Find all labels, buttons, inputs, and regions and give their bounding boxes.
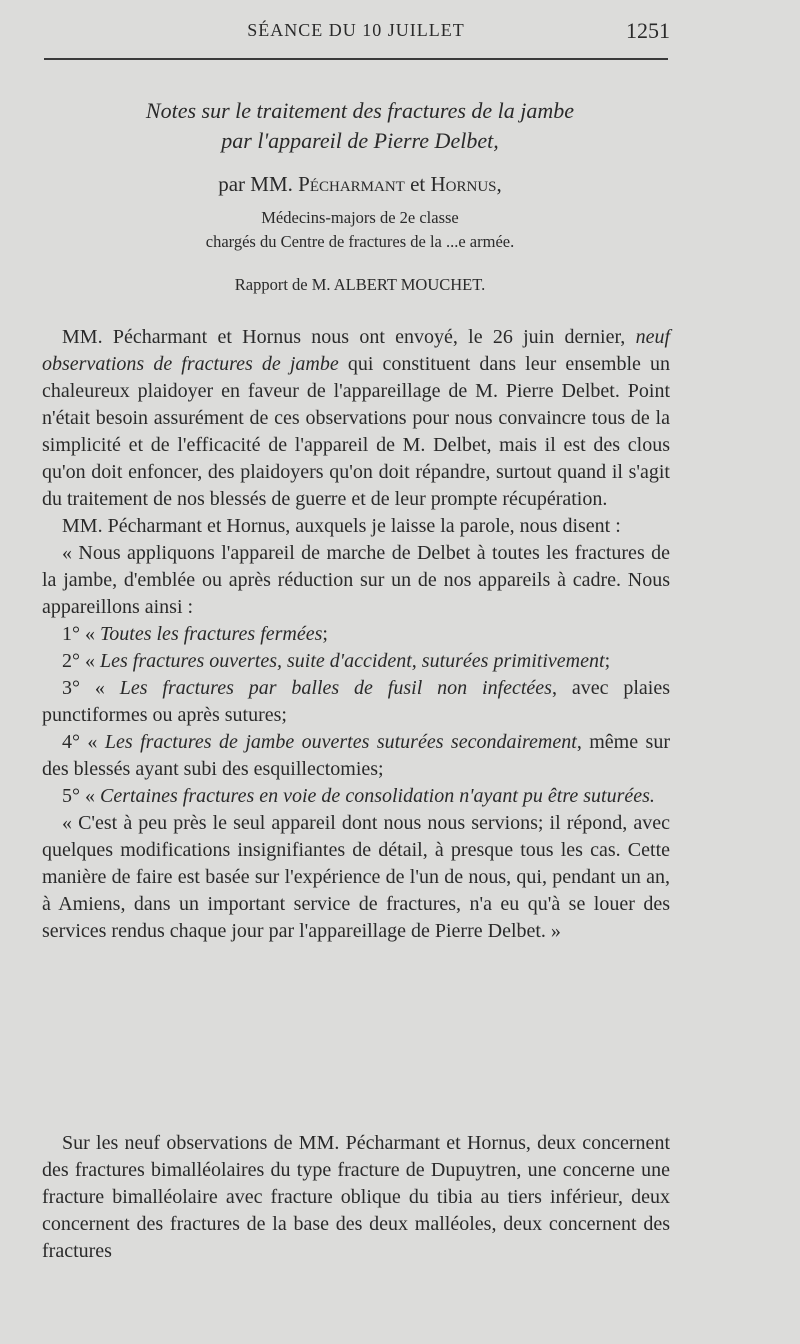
- report-line: Rapport de M. ALBERT MOUCHET.: [234, 275, 486, 294]
- list-text-3: Les fractures par balles de fusil non infectées: [119, 677, 552, 699]
- affiliation-line-1: Médecins-majors de 2e classe: [261, 208, 459, 227]
- affiliation-line-2: chargés du Centre de fractures de la ...e armée.: [205, 232, 515, 251]
- paragraph-2: MM. Pécharmant et Hornus, auxquels je laisse la parole, nous disent :: [62, 515, 621, 537]
- p1-emphasis: neuf observations de fractures de jambe: [42, 326, 671, 375]
- p1-start: MM. Pécharmant et Hornus nous ont envoyé, le 26 juin dernier,: [62, 326, 626, 348]
- running-title: SÉANCE DU 10 JUILLET: [247, 20, 465, 40]
- p1-rest: qui constituent dans leur ensemble un chaleureux plaidoyer en faveur de l'appareillage de M. Pierre Delbet. Point n'était besoin assurément de ces observations pour nous convaincre tous de la simplicité et de l'efficacité de l'appareil de M. Delbet, mais il est des clous qu'on doit enfoncer, des plaidoyers qu'on doit répandre, surtout quand il s'agit du traitement de nos blessés de guerre et de leur prompte récupération.: [42, 353, 670, 510]
- paragraph-1: [42, 324, 670, 513]
- paragraph-3: « Nous appliquons l'appareil de marche de Delbet à toutes les fractures de la jambe, d'emblée ou après réduction sur un de nos appareils à cadre. Nous appareillons ainsi :: [42, 542, 670, 618]
- list-num-1: 1° «: [62, 623, 95, 645]
- list-end-1: ;: [322, 623, 328, 645]
- list-text-2: Les fractures ouvertes, suite d'accident, suturées primitivement: [100, 650, 605, 672]
- authors-joiner: et: [410, 172, 426, 196]
- author-name-2: Hornus,: [430, 172, 502, 196]
- list-end-3: , avec plaies punctiformes ou après sutures;: [42, 677, 671, 726]
- list-item-1: [42, 621, 670, 648]
- list-end-2: ;: [604, 650, 611, 672]
- authors-prefix: par MM.: [218, 172, 293, 196]
- list-text-5: Certaines fractures en voie de consolidation n'ayant pu être suturées.: [100, 785, 655, 807]
- list-item-4: [42, 729, 670, 783]
- list-num-2: 2° «: [62, 650, 95, 672]
- list-item-2: [42, 648, 670, 675]
- paragraph-5: Sur les neuf observations de MM. Pécharmant et Hornus, deux concernent des fractures bimalléolaires du type fracture de Dupuytren, une concerne une fracture bimalléolaire avec fracture oblique du tibia au tiers inférieur, deux concernent des fractures de la base des deux malléoles, deux concernent des fractures: [42, 1132, 670, 1262]
- list-text-4: Les fractures de jambe ouvertes suturées secondairement: [104, 731, 577, 753]
- author-name-1: Pécharmant: [298, 172, 405, 196]
- header-rule: [44, 58, 668, 60]
- authors-line: [0, 172, 720, 197]
- list-text-1: Toutes les fractures fermées: [100, 623, 323, 645]
- list-num-5: 5° «: [62, 785, 95, 807]
- page-header: [42, 18, 670, 46]
- paragraph-4: « C'est à peu près le seul appareil dont nous nous servions; il répond, avec quelques modifications insignifiantes de détail, à presque tous les cas. Cette manière de faire est basée sur l'expérience de l'un de nous, qui, pendant un an, à Amiens, dans un important service de fractures, n'a eu qu'à se louer des services rendus chaque jour par l'appareillage de Pierre Delbet. »: [42, 812, 670, 942]
- body-text: [42, 324, 670, 945]
- list-num-4: 4° «: [62, 731, 98, 753]
- list-item-5: [42, 783, 670, 810]
- article-title-line-2: par l'appareil de Pierre Delbet,: [221, 128, 499, 153]
- body-text-continued: [42, 1130, 670, 1265]
- list-item-3: [42, 675, 670, 729]
- page-number: 1251: [626, 18, 670, 43]
- list-end-4: , même sur des blessés ayant subi des esquillectomies;: [42, 731, 670, 780]
- article-title-line-1: Notes sur le traitement des fractures de la jambe: [145, 98, 575, 123]
- list-num-3: 3° «: [62, 677, 105, 699]
